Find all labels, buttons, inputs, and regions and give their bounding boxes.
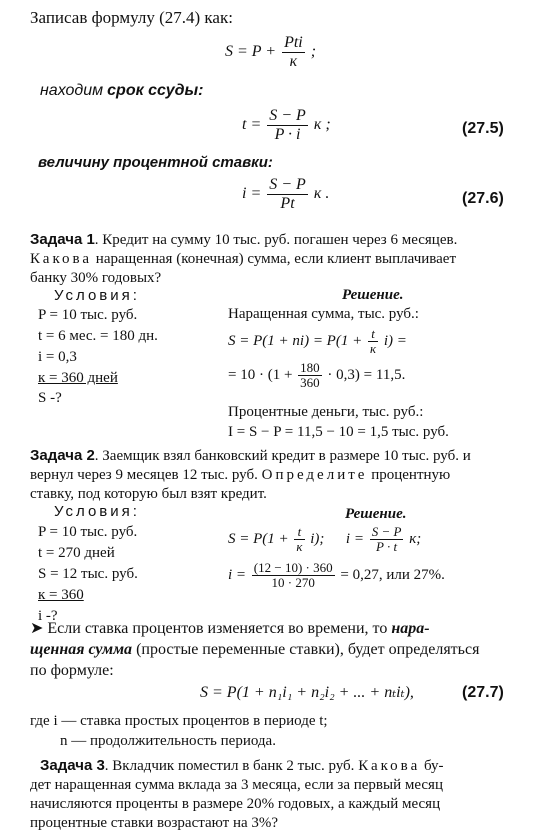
formula-2-den: P · i: [274, 125, 301, 143]
task1-sol-2: [228, 327, 407, 357]
task2-sol-1: [228, 525, 421, 555]
bullet-t2: (простые переменные ставки), будет определяться: [132, 641, 480, 658]
task2-text1: . Заемщик взял банковский кредит в размере 10 тыс. руб. и: [94, 448, 471, 464]
task3-label: Задача 3: [40, 757, 105, 774]
task3-text1: . Вкладчик поместил в банк 2 тыс. руб.: [104, 758, 359, 774]
task1-sol-3: [228, 361, 405, 391]
formula-2: [242, 107, 331, 143]
task2-sol-1c: i =: [345, 531, 364, 548]
formula-3-tail: к .: [313, 184, 330, 202]
task1-sol-2-fraction: [368, 327, 378, 357]
task1-sol-3-fraction: [298, 361, 322, 391]
task2-text2b: процентную: [367, 467, 451, 483]
task1-cond-1: P = 10 тыс. руб.: [38, 307, 138, 323]
formula-2-fraction: [267, 107, 308, 143]
task1-sol-title: Решение.: [342, 287, 404, 303]
rate-label: величину процентной ставки:: [38, 154, 273, 171]
task1-sol-3-num: 180: [300, 360, 320, 375]
formula-3: [242, 176, 329, 212]
task1-sol-2b: i) =: [383, 333, 407, 350]
task1-sol-1: Наращенная сумма, тыс. руб.:: [228, 306, 419, 322]
formula-2-lhs: t =: [242, 115, 262, 133]
task2-sol-1-den2: P · t: [376, 539, 398, 555]
task2-sol-1d: к;: [409, 531, 422, 548]
formula-1-fraction: [282, 34, 305, 70]
formula-1-tail: ;: [310, 42, 317, 60]
task2-statement: [30, 446, 535, 504]
formula-1: [225, 34, 316, 70]
task2-cond-3: S = 12 тыс. руб.: [38, 566, 138, 582]
task2-sol-1a: S = P(1 +: [228, 531, 289, 548]
task1-sol-3a: = 10 · (1 +: [228, 367, 293, 384]
intro-text: Записав формулу (27.4) как:: [30, 8, 233, 27]
task1-text1: . Кредит на сумму 10 тыс. руб. погашен через 6 месяцев.: [94, 232, 458, 248]
formula-4: S = P(1 + n₁i₁ + n₂i₂ + ... + nₜiₜ),: [200, 684, 414, 701]
task1-statement: [30, 230, 530, 288]
task2-sol-2-fraction: [252, 561, 335, 591]
task2-sol-1-den: к: [296, 539, 303, 555]
task1-label: Задача 1: [30, 231, 95, 248]
bullet-t3: по формуле:: [30, 662, 114, 679]
formula-4-number: (27.7): [462, 684, 504, 701]
task1-text2: наращенная (конечная) сумма, если клиент выплачивает: [92, 251, 457, 267]
formula-3-lhs: i =: [242, 184, 262, 202]
task1-cond-2: t = 6 мес. = 180 дн.: [38, 328, 158, 344]
task2-sol-1-num: t: [294, 525, 304, 540]
task3-statement: [30, 756, 535, 833]
task1-cond-5: S -?: [38, 390, 62, 406]
find-term: срок ссуды:: [107, 82, 204, 99]
task1-sol-2-den: к: [369, 341, 377, 357]
bullet-t1: Если ставка процентов изменяется во времени, то: [43, 620, 392, 637]
formula-1-num: Pti: [284, 34, 303, 51]
task1-sol-2a: S = P(1 + ni) = P(1 +: [228, 333, 363, 350]
formula-2-num: S − P: [269, 107, 306, 124]
task2-opred: Определите: [261, 467, 368, 483]
task1-sol-4: Процентные деньги, тыс. руб.:: [228, 404, 424, 420]
task1-sol-3b: · 0,3) = 11,5.: [327, 367, 406, 384]
bullet-t1em: нара-: [391, 620, 430, 637]
task2-cond-title: Условия:: [54, 503, 140, 520]
task1-sol-3-den: 360: [300, 375, 320, 391]
task1-sol-2-num: t: [368, 327, 378, 342]
task2-sol-1-fraction: [294, 525, 304, 555]
task2-sol-1-fraction2: [370, 525, 404, 555]
formula-3-den: Pt: [280, 194, 295, 212]
where-line-2: n — продолжительность периода.: [60, 733, 276, 749]
task1-cond-3: i = 0,3: [38, 349, 77, 365]
task3-text2: дет наращенная сумма вклада за 3 месяца, если за первый месяц: [30, 777, 443, 793]
task1-kakova: Какова: [30, 251, 93, 267]
find-line: [40, 82, 204, 100]
task2-text3: ставку, под которую был взят кредит.: [30, 486, 267, 502]
formula-1-lhs: S = P +: [225, 42, 277, 60]
task2-sol-2b: = 0,27, или 27%.: [340, 567, 445, 584]
task2-cond-5: i -?: [38, 608, 58, 624]
formula-3-number: (27.6): [462, 190, 504, 207]
task2-label: Задача 2: [30, 447, 95, 464]
bullet-arrow: ➤: [30, 620, 44, 637]
bullet-t2em: щенная сумма: [30, 641, 133, 658]
formula-3-fraction: [267, 176, 308, 212]
task2-sol-2-num: (12 − 10) · 360: [253, 560, 333, 575]
formula-3-num: S − P: [269, 176, 306, 193]
bullet-paragraph: [30, 618, 535, 681]
formula-1-den: к: [289, 52, 298, 70]
task2-sol-2-den: 10 · 270: [271, 575, 315, 591]
task1-cond-title: Условия:: [54, 287, 140, 304]
task2-sol-1b: i);: [310, 531, 325, 548]
task1-text3: банку 30% годовых?: [30, 270, 162, 286]
task2-cond-4: к = 360: [38, 587, 84, 603]
task2-text2a: вернул через 9 месяцев 12 тыс. руб.: [30, 467, 262, 483]
task2-sol-title: Решение.: [345, 506, 407, 522]
task3-text3: начисляются проценты в размере 20% годовых, а каждый месяц: [30, 796, 441, 812]
task3-text1b: бу-: [420, 758, 444, 774]
task3-kakova: Какова: [358, 758, 421, 774]
task2-sol-2a: i =: [228, 567, 247, 584]
task3-text4: процентные ставки возрастают на 3%?: [30, 815, 279, 831]
task2-cond-1: P = 10 тыс. руб.: [38, 524, 138, 540]
where-line-1: где i — ставка простых процентов в периоде t;: [30, 713, 328, 729]
task1-sol-5: I = S − P = 11,5 − 10 = 1,5 тыс. руб.: [228, 424, 449, 440]
formula-2-tail: к ;: [313, 115, 331, 133]
task2-cond-2: t = 270 дней: [38, 545, 115, 561]
task2-sol-2: [228, 561, 445, 591]
task2-sol-1-num2: S − P: [371, 524, 402, 539]
task1-cond-4: к = 360 дней: [38, 370, 118, 386]
formula-2-number: (27.5): [462, 120, 504, 137]
find-pre: находим: [40, 82, 104, 99]
